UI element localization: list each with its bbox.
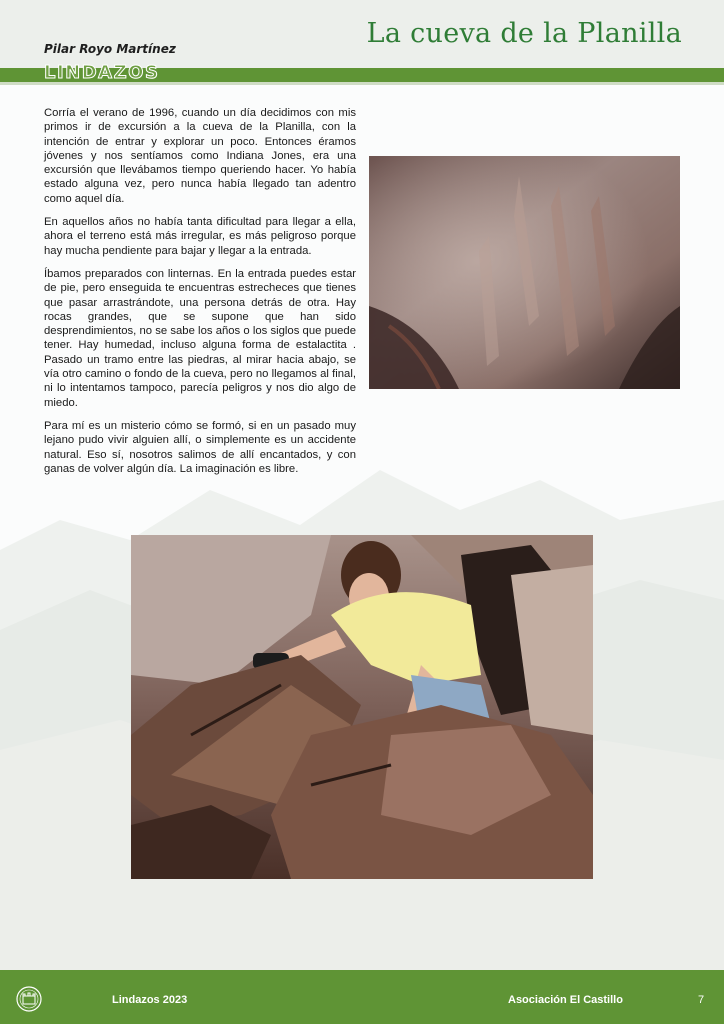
- paragraph: Íbamos preparados con linternas. En la entrada puedes estar de pie, pero enseguida te encuentras estrecheces que tienes que pasar arrastrándote, una persona detrás de otra. Hay rocas grandes, que se supone que han sido desprendimientos, no se sabe los años o los siglos que puede tener. Hay humedad, incluso alguna forma de estalactita . Pasado un tramo entre las piedras, al mirar hacia abajo, se vía otro camino o fondo de la cueva, pero no llegamos al final, ni lo intentamos tampoco, parecía peligros y nos dio algo de miedo.: [44, 267, 356, 409]
- footer-magazine-issue: Lindazos 2023: [112, 994, 188, 1006]
- page-number: 7: [698, 994, 705, 1006]
- cave-explorer-photo: [131, 535, 593, 879]
- author-name: Pilar Royo Martínez: [44, 42, 176, 56]
- paragraph: En aquellos años no había tanta dificultad para llegar a ella, ahora el terreno está más irregular, es más peligroso porque hay mucha pendiente para bajar y llegar a la entrada.: [44, 216, 356, 257]
- magazine-brand: LINDAZOS: [44, 62, 160, 83]
- paragraph: Para mí es un misterio cómo se formó, si en un pasado muy lejano pudo vivir alguien allí, o simplemente es un accidente natural. Eso sí, nosotros salimos de allí encantados, y con ganas de volver algún día. La imaginación es libre.: [44, 419, 356, 475]
- article-title: La cueva de la Planilla: [366, 18, 682, 49]
- association-logo-icon: [16, 986, 42, 1012]
- paragraph: Corría el verano de 1996, cuando un día decidimos con mis primos ir de excursión a la cueva de la Planilla, con la intención de entrar y explorar un poco. Entonces éramos jóvenes y nos sentíamos como Indiana Jones, era una excursión que llevábamos tiempo queriendo hacer. Yo había estado alguna vez, pero nunca había llegado tan adentro como aquel día.: [44, 107, 356, 205]
- article-body: [44, 106, 356, 485]
- footer-association: Asociación El Castillo: [508, 994, 623, 1006]
- cave-wall-photo: [369, 156, 680, 389]
